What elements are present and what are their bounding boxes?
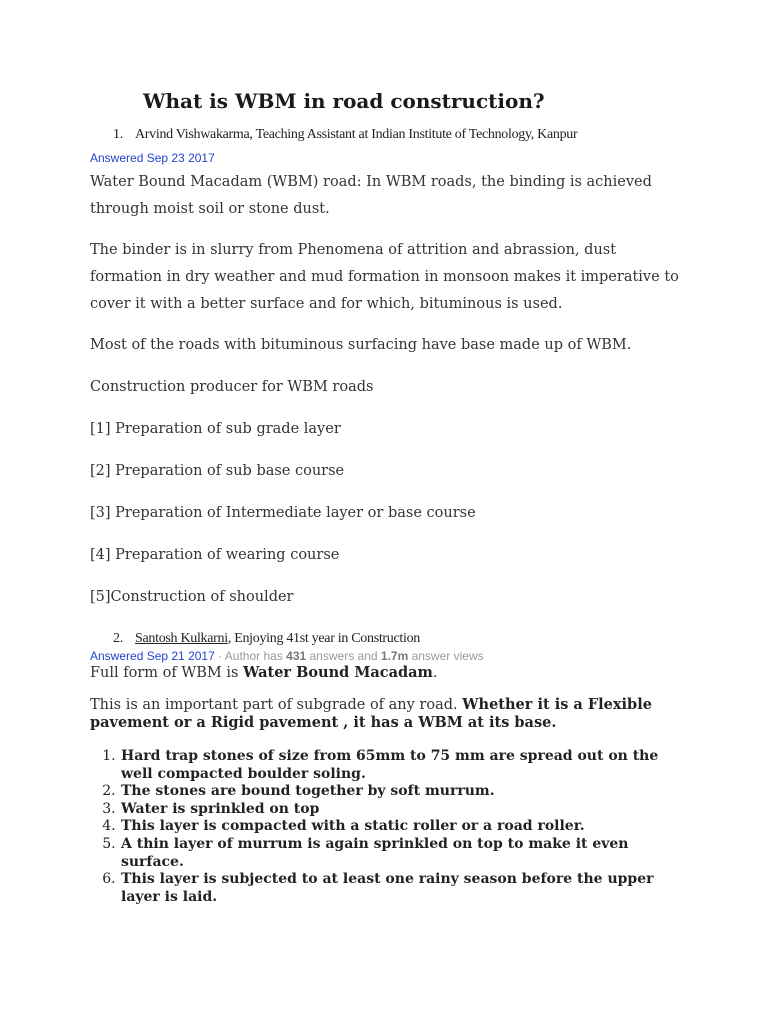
paragraph: The binder is in slurry from Phenomena of attrition and abrassion, dust formation in dry weather and mud formation in monsoon makes it imperative to cover it with a better surface and for which, bituminous is used. xyxy=(90,242,679,312)
steps-list xyxy=(90,748,690,906)
answer-1-body-2 xyxy=(90,237,690,318)
answer-author[interactable]: Arvind Vishwakarma, Teaching Assistant at Indian Institute of Technology, Kanpur xyxy=(135,127,578,142)
views-label: answer views xyxy=(408,649,484,663)
answer-1-body xyxy=(90,169,690,223)
subgrade-text xyxy=(90,696,680,732)
step-item: 5. A thin layer of murrum is again sprinkled on top to make it even surface. xyxy=(120,836,690,871)
answer-number: 2. xyxy=(113,631,123,646)
author-link[interactable]: Santosh Kulkarni xyxy=(135,631,228,646)
step-item: 4. This layer is compacted with a static roller or a road roller. xyxy=(120,818,690,836)
answers-label: answers and xyxy=(306,649,381,663)
paragraph: Most of the roads with bituminous surfacing have base made up of WBM. xyxy=(90,337,632,353)
answer-2-header xyxy=(0,631,768,651)
views-count: 1.7m xyxy=(380,649,409,663)
answer-2-meta xyxy=(90,649,484,663)
author-description: , Enjoying 41st year in Construction xyxy=(227,631,420,646)
answered-date[interactable]: Answered Sep 23 2017 xyxy=(90,151,215,165)
page-title: What is WBM in road construction? xyxy=(143,89,545,113)
answer-number: 1. xyxy=(113,127,123,142)
full-form-text xyxy=(90,664,680,682)
list-item: [5]Construction of shoulder xyxy=(90,589,294,605)
answers-count: 431 xyxy=(286,649,307,663)
paragraph: Construction producer for WBM roads xyxy=(90,379,374,395)
answer-1-header xyxy=(0,127,768,147)
subgrade-plain: This is an important part of subgrade of any road. xyxy=(90,697,463,713)
full-form-bold: Water Bound Macadam xyxy=(243,664,433,681)
full-form-suffix: . xyxy=(432,665,438,681)
answer-author-line xyxy=(135,631,420,647)
step-item: 6. This layer is subjected to at least one rainy season before the upper layer is laid. xyxy=(120,871,690,906)
list-item: [1] Preparation of sub grade layer xyxy=(90,421,341,437)
paragraph: Water Bound Macadam (WBM) road: In WBM roads, the binding is achieved through moist soil or stone dust. xyxy=(90,174,652,217)
answered-date[interactable]: Answered Sep 21 2017 xyxy=(90,649,215,663)
step-item: 1. Hard trap stones of size from 65mm to 75 mm are spread out on the well compacted boulder soling. xyxy=(120,748,690,783)
full-form-prefix: Full form of WBM is xyxy=(90,665,244,681)
list-item: [2] Preparation of sub base course xyxy=(90,463,345,479)
subgrade-bold: Whether it is a Flexible pavement or a Rigid pavement , it has a WBM at its base. xyxy=(90,696,652,731)
meta-separator: · Author has xyxy=(214,649,287,663)
step-item: 3. Water is sprinkled on top xyxy=(120,801,690,819)
list-item: [4] Preparation of wearing course xyxy=(90,547,340,563)
step-item: 2. The stones are bound together by soft murrum. xyxy=(120,783,690,801)
list-item: [3] Preparation of Intermediate layer or base course xyxy=(90,505,476,521)
